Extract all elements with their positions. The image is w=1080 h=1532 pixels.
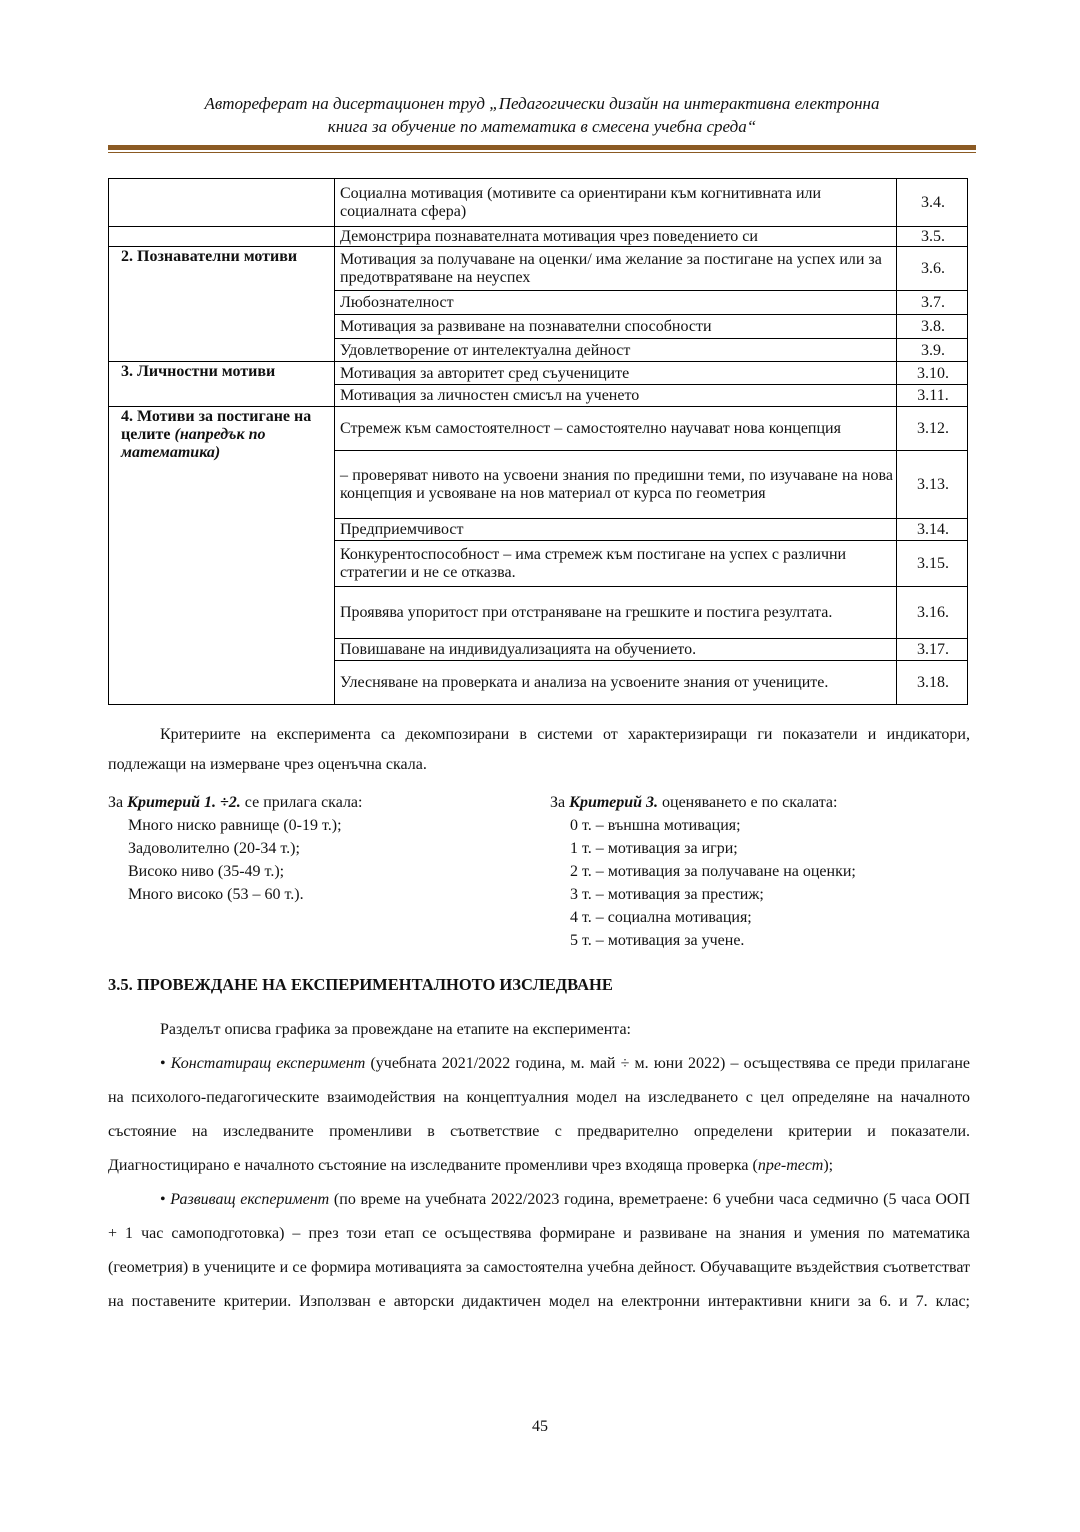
- indicator-cell: Проявява упоритост при отстраняване на грешките и постига резултата.: [335, 587, 897, 639]
- indicator-number: 3.18.: [897, 661, 968, 705]
- indicator-cell: Мотивация за авторитет сред съучениците: [335, 362, 897, 385]
- running-header: [108, 92, 976, 138]
- scale-right-item: 4 т. – социална мотивация;: [570, 909, 752, 926]
- scale-right-prefix: За: [550, 794, 566, 811]
- scale-left-item: Задоволително (20-34 т.);: [128, 840, 300, 857]
- scale-left-suffix: се прилага скала:: [244, 794, 363, 811]
- indicator-number: 3.13.: [897, 451, 968, 519]
- indicator-number: 3.7.: [897, 291, 968, 315]
- page-number: 45: [532, 1418, 548, 1435]
- header-rule-thin: [108, 152, 976, 153]
- indicator-number: 3.15.: [897, 541, 968, 587]
- indicator-cell: Любознателност: [335, 291, 897, 315]
- indicator-number: 3.5.: [897, 227, 968, 247]
- criteria-intro: Критериите на експеримента са декомпозирани в системи от характеризиращи ги показатели и индикатори, подлежащи на измерване чрез оценъчна скала.: [108, 726, 970, 773]
- section-title: 3.5. ПРОВЕЖДАНЕ НА ЕКСПЕРИМЕНТАЛНОТО ИЗСЛЕДВАНЕ: [108, 975, 613, 994]
- razv-text: (по време на учебната 2022/2023 година, времетраене: 6 учебни часа седмично (5 часа ООП + 1 час самоподготовка) – през този етап се осъществява формиране и развиване на знания и умения по математика (геометрия) в учениците и се формира мотивацията за самостоятелна учебна дейност. Обучаващите въздействия съответстват на поставените критерии. Използван е авторски дидактичен модел на електронни интерактивни книги за 6. и 7. клас;: [108, 1191, 971, 1310]
- bullet-icon: •: [160, 1191, 166, 1208]
- scale-right-item: 2 т. – мотивация за получаване на оценки;: [570, 863, 856, 880]
- indicator-cell: Повишаване на индивидуализацията на обучението.: [335, 639, 897, 661]
- table-row: [109, 362, 968, 385]
- group-cell-empty: [109, 227, 335, 247]
- group-goal-title: 4. Мотиви за постигане на целите: [121, 408, 312, 443]
- table-row: [109, 407, 968, 451]
- indicator-number: 3.10.: [897, 362, 968, 385]
- table-row: [109, 179, 968, 227]
- group-goal-note: (напредък по математика): [121, 426, 266, 461]
- indicator-cell: Улесняване на проверката и анализа на усвоените знания от учениците.: [335, 661, 897, 705]
- group-cognitive-motives: 2. Познавателни мотиви: [109, 247, 335, 362]
- scale-right: [550, 791, 970, 952]
- scale-right-item: 1 т. – мотивация за игри;: [570, 840, 738, 857]
- scale-left-label: Критерий 1. ÷2.: [127, 794, 241, 811]
- paragraph-razv: [108, 1183, 970, 1319]
- indicator-cell: Предприемчивост: [335, 519, 897, 541]
- scale-right-suffix: оценяването е по скалата:: [662, 794, 838, 811]
- indicator-number: 3.16.: [897, 587, 968, 639]
- group-personal-motives: 3. Личностни мотиви: [109, 362, 335, 407]
- razv-title: Развиващ експеримент: [170, 1191, 330, 1208]
- indicator-cell: Мотивация за получаване на оценки/ има желание за постигане на успех или за предотвратяване на неуспех: [335, 247, 897, 291]
- header-rule-thick: [108, 145, 976, 150]
- indicator-number: 3.6.: [897, 247, 968, 291]
- scale-left: [108, 791, 528, 906]
- scale-right-item: 0 т. – външна мотивация;: [570, 817, 741, 834]
- indicator-cell: Мотивация за развиване на познавателни способности: [335, 315, 897, 339]
- scale-left-item: Много ниско равнище (0-19 т.);: [128, 817, 342, 834]
- indicator-cell: Демонстрира познавателната мотивация чрез поведението си: [335, 227, 897, 247]
- indicator-cell: Конкурентоспособност – има стремеж към постигане на успех с различни стратегии и не се отказва.: [335, 541, 897, 587]
- indicator-number: 3.14.: [897, 519, 968, 541]
- scale-left-prefix: За: [108, 794, 124, 811]
- indicator-number: 3.17.: [897, 639, 968, 661]
- indicator-cell: Мотивация за личностен смисъл на ученето: [335, 385, 897, 407]
- konst-text: (учебната 2021/2022 година, м. май ÷ м. юни 2022) – осъществява се преди прилагане на психолого-педагогическите взаимодействия на концептуалния модел на изследването с цел определяне на началното състояние на изследваните променливи в съответствие с предварително определени критерии и показатели. Диагностицирано е началното състояние на изследваните променливи чрез входяща проверка (: [108, 1055, 970, 1174]
- table-row: [109, 247, 968, 291]
- group-cell-empty: [109, 179, 335, 227]
- bullet-icon: •: [160, 1055, 166, 1072]
- scale-right-item: 5 т. – мотивация за учене.: [570, 932, 745, 949]
- group-goal-motives: [109, 407, 335, 705]
- paragraph-intro: Разделът описва графика за провеждане на етапите на експеримента:: [160, 1021, 631, 1038]
- scale-left-heading: [108, 791, 528, 814]
- konst-text-end: );: [823, 1157, 834, 1174]
- indicator-number: 3.4.: [897, 179, 968, 227]
- indicator-number: 3.11.: [897, 385, 968, 407]
- scale-right-heading: [550, 791, 970, 814]
- table-row: [109, 227, 968, 247]
- indicator-cell: – проверяват нивото на усвоени знания по предишни теми, по изучаване на нова концепция и усвояване на нов материал от курса по геометрия: [335, 451, 897, 519]
- header-line-1: Автореферат на дисертационен труд „Педагогически дизайн на интерактивна електронна: [204, 94, 880, 113]
- scale-left-item: Много високо (53 – 60 т.).: [128, 886, 304, 903]
- scale-right-label: Критерий 3.: [569, 794, 659, 811]
- indicator-number: 3.8.: [897, 315, 968, 339]
- indicator-cell: Удовлетворение от интелектуална дейност: [335, 339, 897, 362]
- scale-left-item: Високо ниво (35-49 т.);: [128, 863, 285, 880]
- header-line-2: книга за обучение по математика в смесена учебна среда“: [327, 117, 757, 136]
- body-text: [108, 1013, 970, 1319]
- paragraph-konst: [108, 1047, 970, 1183]
- indicator-number: 3.9.: [897, 339, 968, 362]
- indicator-cell: Социална мотивация (мотивите са ориентирани към когнитивната или социалната сфера): [335, 179, 897, 227]
- scale-right-item: 3 т. – мотивация за престиж;: [570, 886, 764, 903]
- indicator-cell: Стремеж към самостоятелност – самостоятелно научават нова концепция: [335, 407, 897, 451]
- konst-title: Констатиращ експеримент: [170, 1055, 366, 1072]
- criteria-table: [108, 178, 968, 705]
- indicator-number: 3.12.: [897, 407, 968, 451]
- konst-term: пре-тест: [757, 1157, 824, 1174]
